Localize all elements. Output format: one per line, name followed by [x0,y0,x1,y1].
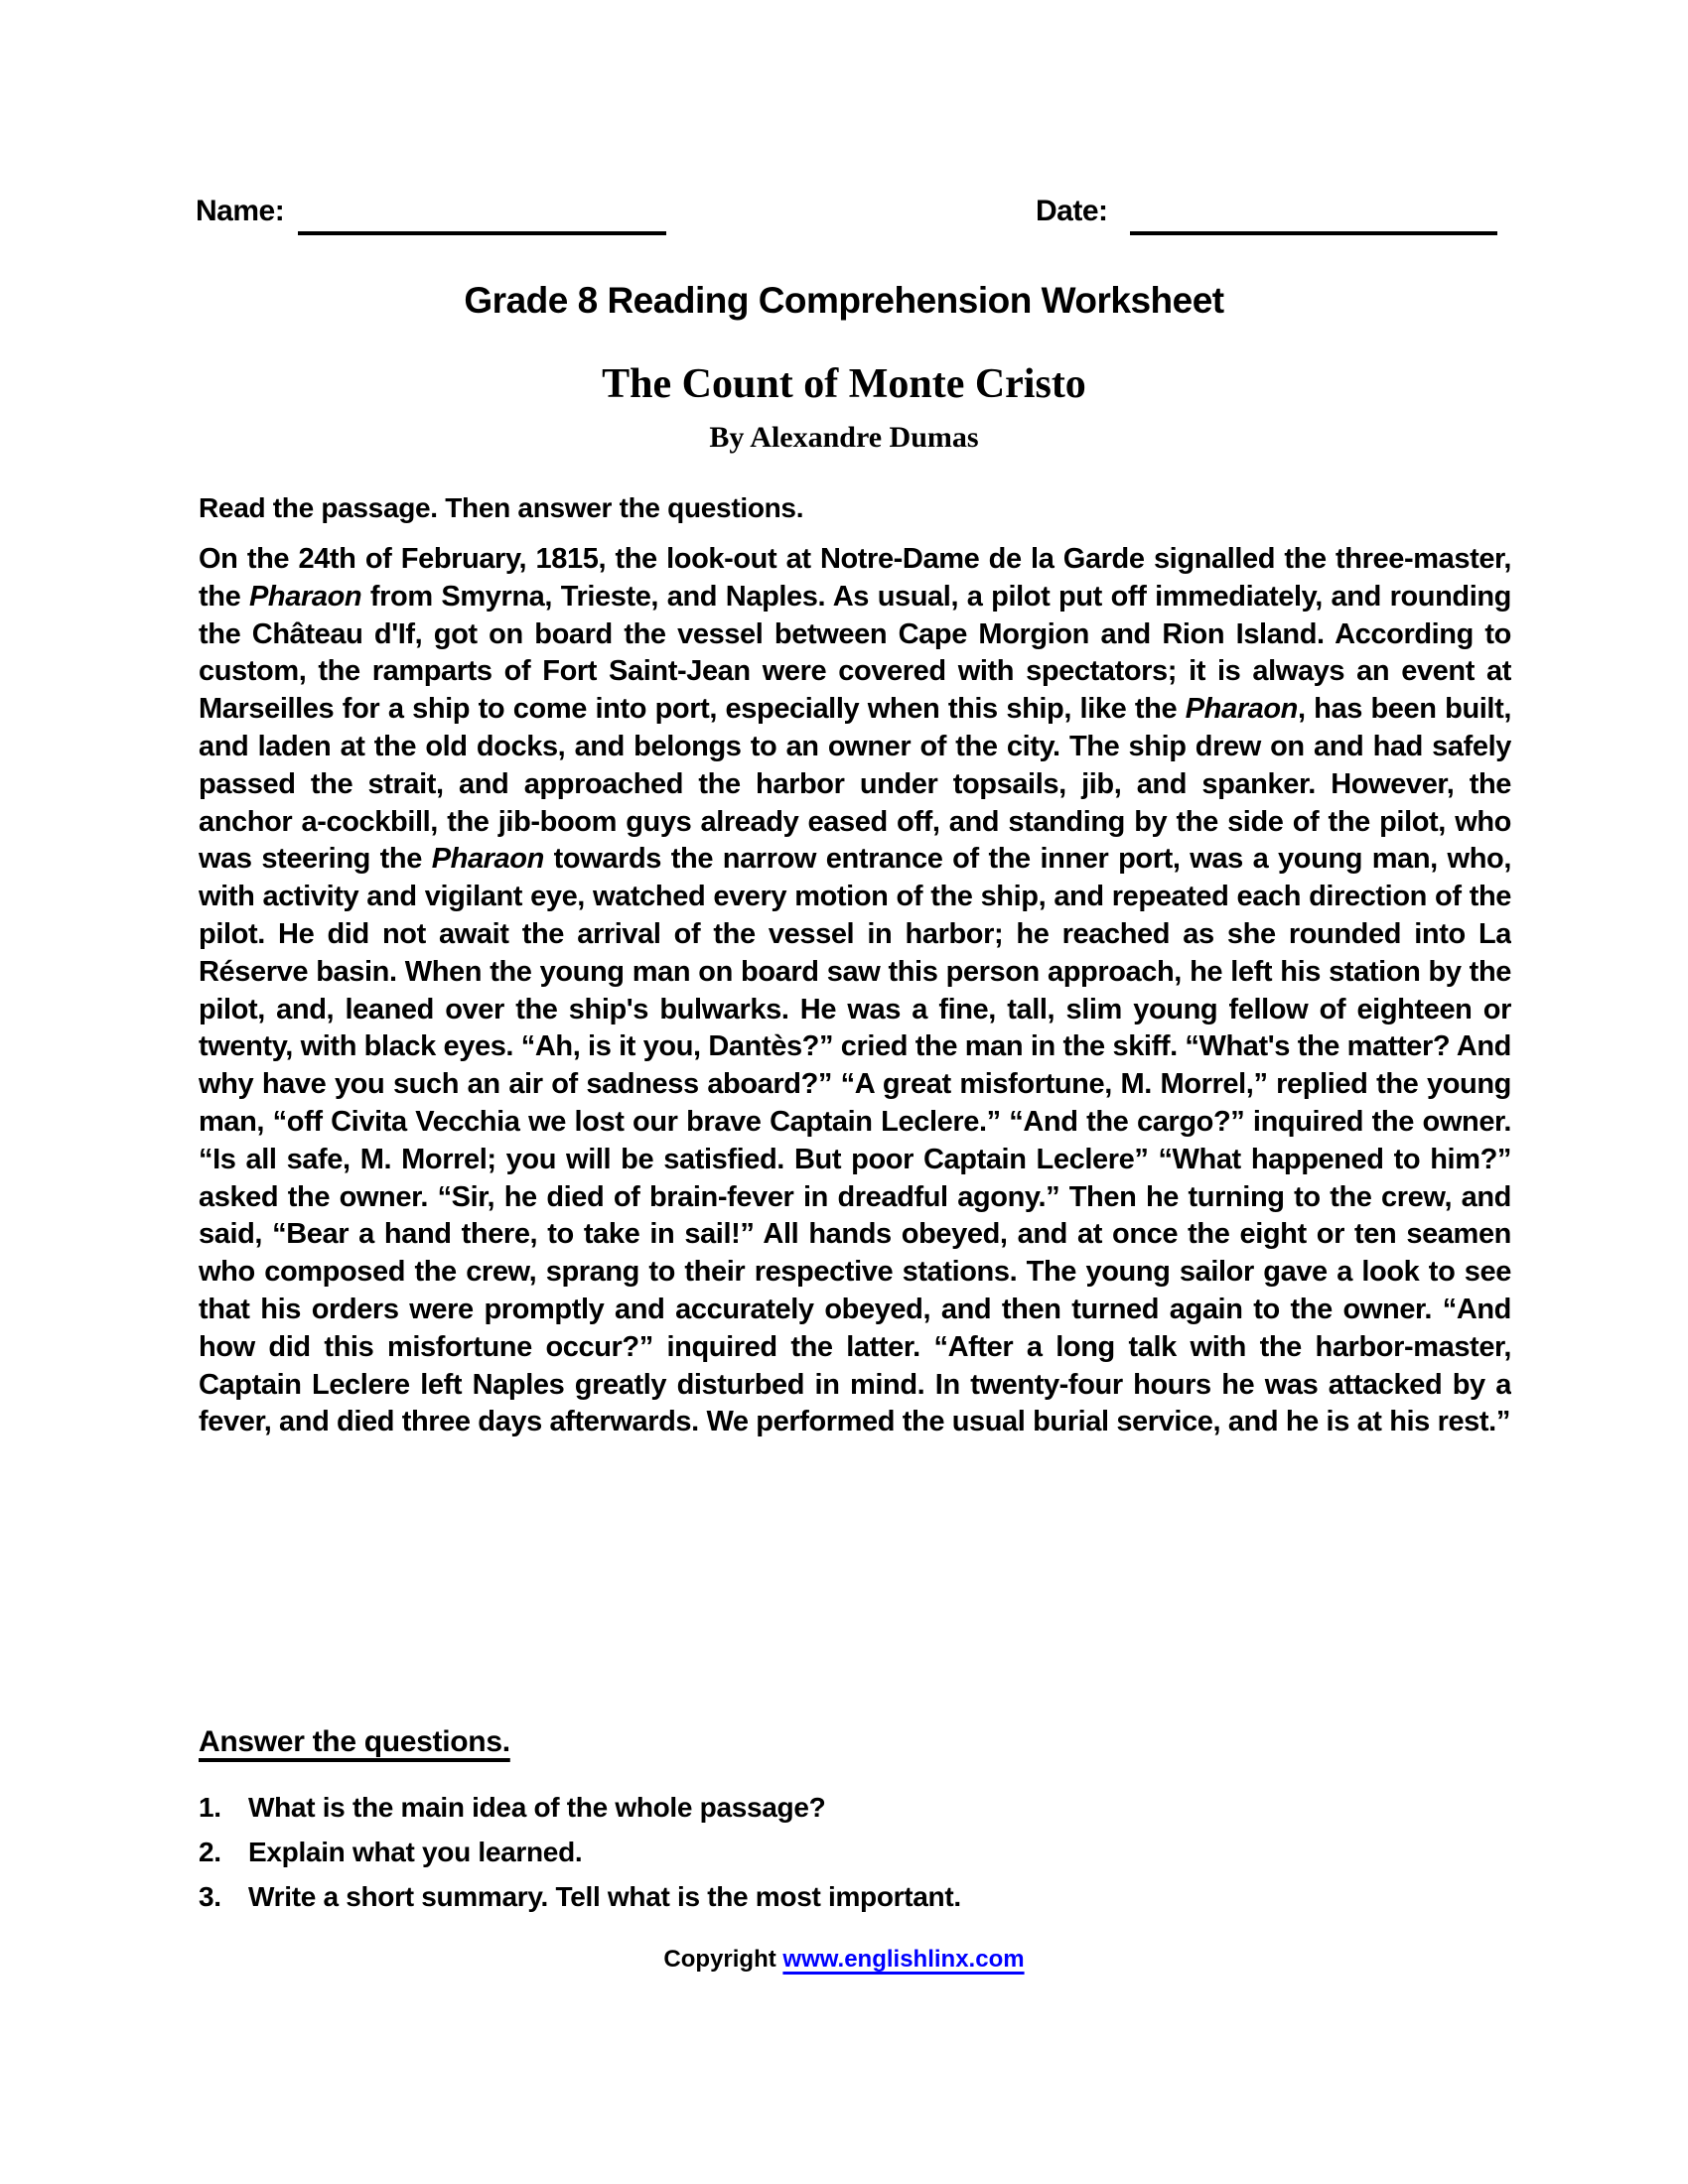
copyright-link[interactable]: www.englishlinx.com [782,1946,1025,1973]
question-item-3 [199,1878,1511,1916]
question-text: Explain what you learned. [248,1837,583,1867]
instructions: Read the passage. Then answer the questions. [199,492,804,523]
passage-italic-segment: Pharaon [431,843,544,876]
answer-heading: Answer the questions. [199,1725,510,1758]
question-number: 3. [199,1881,221,1912]
date-label: Date: [1036,195,1108,227]
name-label: Name: [196,195,285,227]
worksheet-title: Grade 8 Reading Comprehension Worksheet [464,280,1224,321]
copyright-label: Copyright [663,1946,776,1973]
date-blank-line [1130,231,1497,235]
question-item-2 [199,1834,1511,1871]
question-text: Write a short summary. Tell what is the most important. [248,1881,961,1912]
question-number: 1. [199,1792,221,1823]
passage-italic-segment: Pharaon [248,580,362,613]
passage-segment: On the 24th of February, 1815, the look-out at Notre-Dame de la Garde signalled the three-master, the [199,543,1511,613]
passage-title: The Count of Monte Cristo [602,361,1086,407]
name-blank-line [298,231,666,235]
questions-list [199,1789,1511,1923]
passage-segment: towards the narrow entrance of the inner port, was a young man, who, with activity and vigilant eye, watched every motion of the ship, and repeated each direction of the pilot. He did not await the arrival of the vessel in harbor; he reached as she rounded into La Réserve basin. When the young man on board saw this person approach, he left his station by the pilot, and, leaned over the ship's bulwarks. He was a fine, tall, slim young fellow of eighteen or twenty, with black eyes. “Ah, is it you, Dantès?” cried the man in the skiff. “What's the matter? And why have you such an air of sadness aboard?” “A great misfortune, M. Morrel,” replied the young man, “off Civita Vecchia we lost our brave Captain Leclere.” “And the cargo?” inquired the owner. “Is all safe, M. Morrel; you will be satisfied. But poor Captain Leclere” “What happened to him?” asked the owner. “Sir, he died of brain-fever in dreadful agony.” Then he turning to the crew, and said, “Bear a hand there, to take in sail!” All hands obeyed, and at once the eight or ten seamen who composed the crew, sprang to their respective stations. The young sailor gave a look to see that his orders were promptly and accurately obeyed, and then turned again to the owner. “And how did this misfortune occur?” inquired the latter. “After a long talk with the harbor-master, Captain Leclere left Naples greatly disturbed in mind. In twenty-four hours he was attacked by a fever, and died three days afterwards. We performed the usual burial service, and he is at his rest.” [199,843,1511,1438]
passage-segment: from Smyrna, Trieste, and Naples. As usual, a pilot put off immediately, and rounding the Château d'If, got on board the vessel between Cape Morgion and Rion Island. According to custom, the ramparts of Fort Saint-Jean were covered with spectators; it is always an event at Marseilles for a ship to come into port, especially when this ship, like the [199,580,1511,726]
passage-italic-segment: Pharaon [1185,693,1298,726]
question-text: What is the main idea of the whole passage? [248,1792,826,1823]
copyright-footer [0,1946,1688,1974]
question-number: 2. [199,1837,221,1867]
question-item-1 [199,1789,1511,1827]
passage-text [199,541,1511,1441]
passage-byline: By Alexandre Dumas [709,421,979,454]
passage-segment: , has been built, and laden at the old docks, and belongs to an owner of the city. The ship drew on and had safely passed the strait, and approached the harbor under topsails, jib, and spanker. However, the anchor a-cockbill, the jib-boom guys already eased off, and standing by the side of the pilot, who was steering the [199,693,1511,876]
